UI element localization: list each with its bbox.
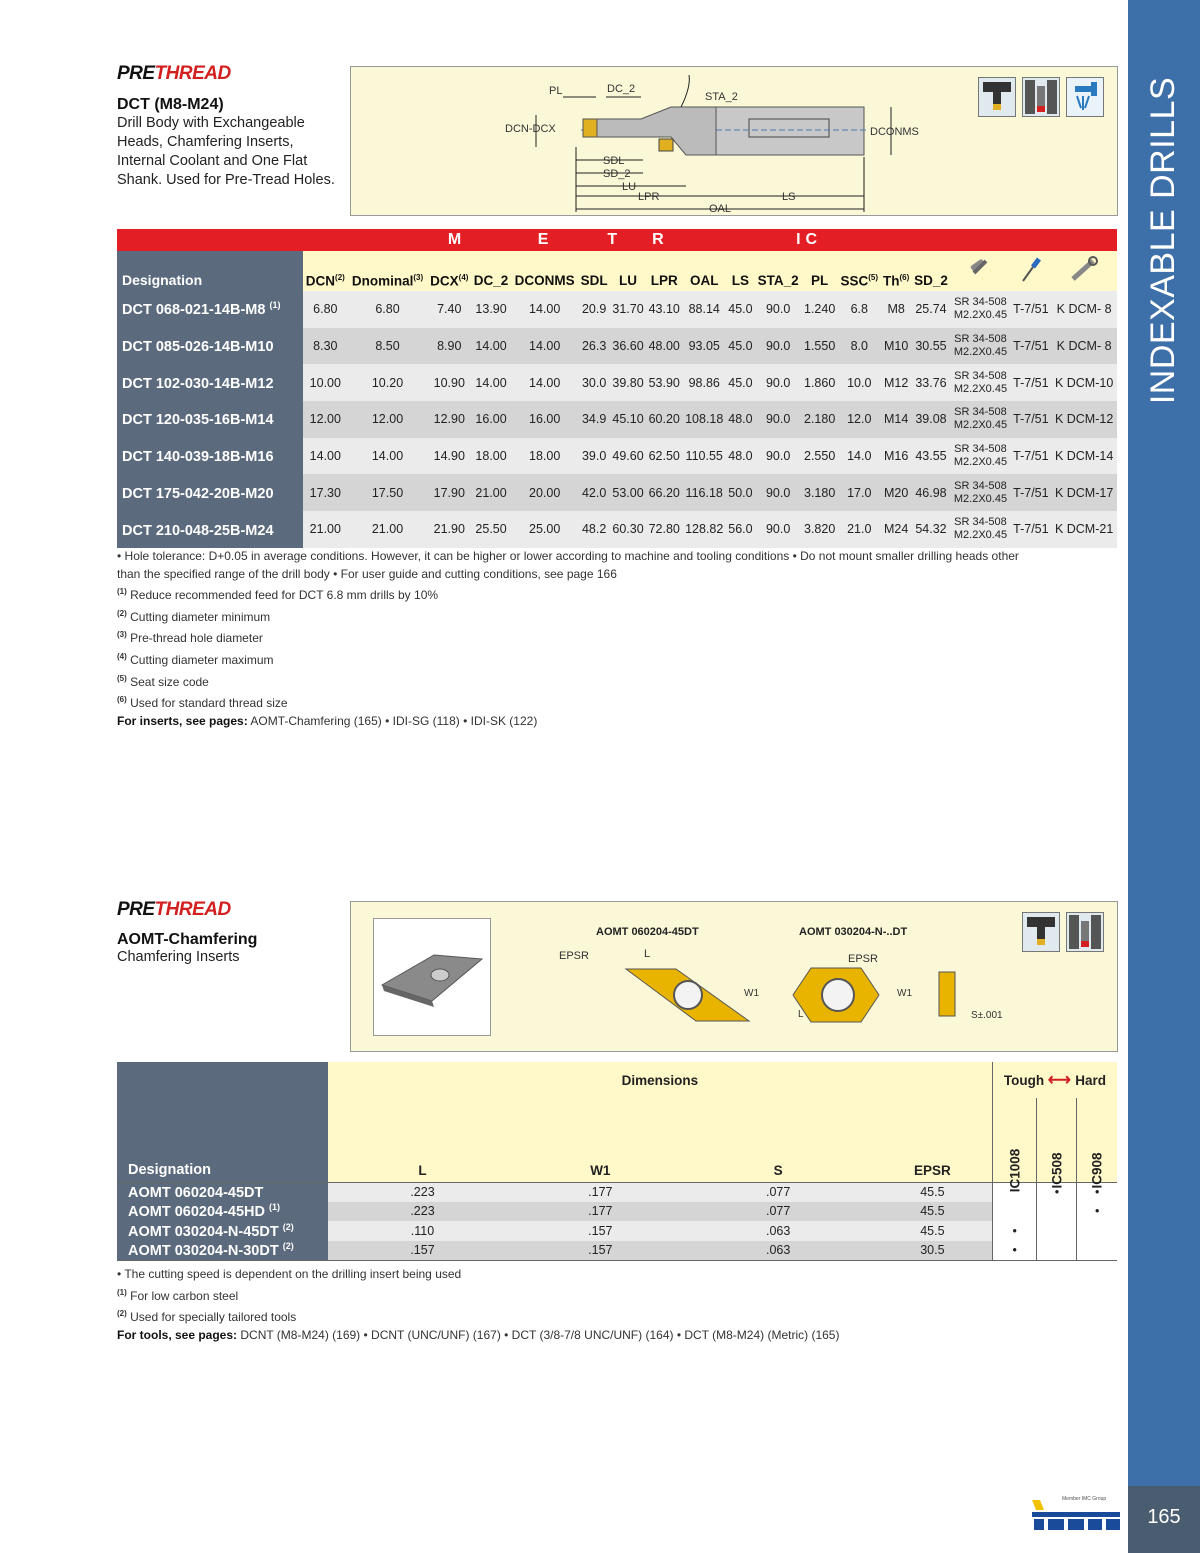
key-cell: T-7/51: [1011, 474, 1052, 511]
iscar-logo: [1030, 1496, 1122, 1532]
key-cell: T-7/51: [1011, 438, 1052, 475]
value-cell: 48.0: [726, 438, 755, 475]
value-cell: 108.18: [682, 401, 726, 438]
value-cell: 20.00: [511, 474, 578, 511]
value-cell: 14.00: [511, 291, 578, 328]
insert-drawings: [351, 902, 1117, 1051]
value-cell: 10.90: [427, 364, 471, 401]
value-cell: 1.240: [802, 291, 838, 328]
wrench-cell: K DCM-21: [1051, 511, 1117, 548]
value-cell: 31.70: [610, 291, 646, 328]
value-cell: 50.0: [726, 474, 755, 511]
value-cell: 17.90: [427, 474, 471, 511]
value-cell: 88.14: [682, 291, 726, 328]
value-cell: 90.0: [755, 511, 802, 548]
value-cell: 18.00: [511, 438, 578, 475]
key-cell: T-7/51: [1011, 291, 1052, 328]
svg-text:EPSR: EPSR: [848, 953, 878, 965]
value-cell: 25.50: [471, 511, 511, 548]
value-cell: 14.00: [471, 328, 511, 365]
value-cell: 90.0: [755, 401, 802, 438]
svg-text:S±.001: S±.001: [971, 1010, 1003, 1021]
wrench-cell: K DCM-14: [1051, 438, 1117, 475]
note-line: • Hole tolerance: D+0.05 in average conditions. However, it can be higher or lower according to machine and tooling conditions • Do not mount smaller drilling heads other: [117, 549, 1019, 563]
value-cell: 39.08: [912, 401, 951, 438]
svg-text:DCN-DCX: DCN-DCX: [505, 123, 556, 135]
value-cell: .063: [684, 1221, 873, 1241]
product-title: DCT (M8-M24): [117, 96, 224, 113]
screw-cell: SR 34-508 M2.2X0.45: [950, 438, 1010, 475]
value-cell: 17.30: [303, 474, 348, 511]
value-cell: .063: [684, 1241, 873, 1261]
value-cell: 25.00: [511, 511, 578, 548]
wrench-cell: K DCM-10: [1051, 364, 1117, 401]
logo-member-text: Member IMC Group: [1062, 1496, 1107, 1502]
grade-availability-cell: [1037, 1221, 1077, 1241]
designation-cell: AOMT 060204-45HD $^{(1)}$: [117, 1202, 328, 1222]
footnote: $^{(2)}$ Cutting diameter minimum: [117, 608, 271, 624]
designation-cell: DCT 085-026-14B-M10: [117, 328, 303, 365]
value-cell: M10: [881, 328, 912, 365]
value-cell: 3.180: [802, 474, 838, 511]
value-cell: 2.180: [802, 401, 838, 438]
value-cell: 8.0: [838, 328, 881, 365]
value-cell: 12.00: [303, 401, 348, 438]
value-cell: 42.0: [578, 474, 610, 511]
value-cell: 45.5: [873, 1221, 993, 1241]
value-cell: .157: [328, 1241, 517, 1261]
value-cell: 62.50: [646, 438, 682, 475]
value-cell: 18.00: [471, 438, 511, 475]
value-cell: 128.82: [682, 511, 726, 548]
designation-cell: AOMT 030204-N-30DT $^{(2)}$: [117, 1241, 328, 1261]
screwdriver-icon: [1011, 251, 1052, 291]
key-cell: T-7/51: [1011, 364, 1052, 401]
wrench-cell: K DCM- 8: [1051, 291, 1117, 328]
table2-column-header: L W1 S EPSR IC1008 IC508 IC908: [117, 1098, 1117, 1182]
value-cell: 7.40: [427, 291, 471, 328]
grade-availability-cell: •: [1077, 1202, 1117, 1222]
through-hole-icon: [1022, 77, 1060, 117]
svg-text:STA_2: STA_2: [705, 91, 738, 103]
key-cell: T-7/51: [1011, 511, 1052, 548]
grade-availability-cell: [1077, 1241, 1117, 1261]
value-cell: .177: [517, 1202, 683, 1222]
value-cell: 36.60: [610, 328, 646, 365]
value-cell: .110: [328, 1221, 517, 1241]
value-cell: 45.5: [873, 1202, 993, 1222]
value-cell: 10.20: [348, 364, 428, 401]
designation-cell: AOMT 030204-N-45DT $^{(2)}$: [117, 1221, 328, 1241]
screw-cell: SR 34-508 M2.2X0.45: [950, 474, 1010, 511]
designation-cell: DCT 120-035-16B-M14: [117, 401, 303, 438]
product-description-2: Chamfering Inserts: [117, 949, 240, 965]
grade-availability-cell: •: [1037, 1182, 1077, 1202]
screw-cell: SR 34-508 M2.2X0.45: [950, 511, 1010, 548]
page-number: 165: [1147, 1506, 1181, 1528]
value-cell: 14.90: [427, 438, 471, 475]
value-cell: 48.0: [726, 401, 755, 438]
value-cell: 21.00: [303, 511, 348, 548]
table2-top-header: Designation Dimensions Tough ⟷ Hard: [117, 1062, 1117, 1098]
value-cell: 21.0: [838, 511, 881, 548]
see-pages: For inserts, see pages: AOMT-Chamfering (165) • IDI-SG (118) • IDI-SK (122): [117, 713, 538, 728]
value-cell: .223: [328, 1202, 517, 1222]
value-cell: 60.20: [646, 401, 682, 438]
wrench-cell: K DCM-17: [1051, 474, 1117, 511]
table-row: [117, 1202, 1117, 1222]
value-cell: 1.550: [802, 328, 838, 365]
value-cell: 14.0: [838, 438, 881, 475]
value-cell: 90.0: [755, 291, 802, 328]
value-cell: 17.0: [838, 474, 881, 511]
designation-cell: DCT 102-030-14B-M12: [117, 364, 303, 401]
svg-text:DC_2: DC_2: [607, 83, 636, 95]
svg-text:OAL: OAL: [709, 203, 732, 215]
value-cell: 48.00: [646, 328, 682, 365]
value-cell: 45.0: [726, 328, 755, 365]
svg-text:LU: LU: [622, 181, 637, 193]
table-row: [117, 438, 1117, 475]
value-cell: 12.00: [348, 401, 428, 438]
value-cell: 13.90: [471, 291, 511, 328]
value-cell: 14.00: [348, 438, 428, 475]
value-cell: 30.5: [873, 1241, 993, 1261]
wrench-cell: K DCM- 8: [1051, 328, 1117, 365]
value-cell: 6.80: [348, 291, 428, 328]
value-cell: 45.0: [726, 364, 755, 401]
footnote: $^{(4)}$ Cutting diameter maximum: [117, 651, 274, 667]
svg-text:SDL: SDL: [603, 155, 625, 167]
key-cell: T-7/51: [1011, 328, 1052, 365]
aomt-insert-table: [117, 1062, 1117, 1261]
value-cell: 116.18: [682, 474, 726, 511]
value-cell: 34.9: [578, 401, 610, 438]
product-title-2: AOMT-Chamfering: [117, 931, 258, 948]
screw-icon: [950, 251, 1010, 291]
grade-availability-cell: •: [1077, 1182, 1117, 1202]
value-cell: 2.550: [802, 438, 838, 475]
drill-diagram: [350, 66, 1118, 216]
value-cell: M20: [881, 474, 912, 511]
screw-cell: SR 34-508 M2.2X0.45: [950, 291, 1010, 328]
svg-text:AOMT 030204-N-..DT: AOMT 030204-N-..DT: [799, 926, 908, 938]
value-cell: 8.30: [303, 328, 348, 365]
table-row: [117, 1241, 1117, 1261]
svg-text:L: L: [644, 948, 651, 960]
value-cell: 110.55: [682, 438, 726, 475]
value-cell: 56.0: [726, 511, 755, 548]
footnote: $^{(1)}$ For low carbon steel: [117, 1287, 239, 1303]
value-cell: 46.98: [912, 474, 951, 511]
through-hole-icon-2: [1066, 912, 1104, 952]
value-cell: 3.820: [802, 511, 838, 548]
value-cell: 14.00: [511, 364, 578, 401]
svg-text:DCONMS: DCONMS: [870, 126, 919, 138]
wrench-icon: [1051, 251, 1117, 291]
value-cell: 66.20: [646, 474, 682, 511]
value-cell: 48.2: [578, 511, 610, 548]
value-cell: 10.0: [838, 364, 881, 401]
notes-section-1: [117, 548, 1117, 730]
drilling-icon: [978, 77, 1016, 117]
grade-availability-cell: [1037, 1241, 1077, 1261]
designation-cell: DCT 175-042-20B-M20: [117, 474, 303, 511]
drilling-icon-2: [1022, 912, 1060, 952]
value-cell: 93.05: [682, 328, 726, 365]
grade-availability-cell: [1037, 1202, 1077, 1222]
value-cell: 98.86: [682, 364, 726, 401]
value-cell: 54.32: [912, 511, 951, 548]
table-row: [117, 401, 1117, 438]
value-cell: M24: [881, 511, 912, 548]
key-cell: T-7/51: [1011, 401, 1052, 438]
value-cell: 21.00: [471, 474, 511, 511]
table-row: [117, 474, 1117, 511]
value-cell: 53.00: [610, 474, 646, 511]
table-row: [117, 328, 1117, 365]
note-line: than the specified range of the drill body • For user guide and cutting conditions, see page 166: [117, 566, 617, 581]
svg-text:LS: LS: [782, 191, 796, 203]
prethread-logo: PRETHREAD: [117, 63, 231, 84]
value-cell: 90.0: [755, 474, 802, 511]
svg-text:LPR: LPR: [638, 191, 660, 203]
metric-banner: M E T R I C: [117, 229, 1117, 251]
screw-cell: SR 34-508 M2.2X0.45: [950, 401, 1010, 438]
footnote: $^{(6)}$ Used for standard thread size: [117, 695, 288, 711]
svg-text:W1: W1: [744, 988, 759, 999]
note-line: • The cutting speed is dependent on the drilling insert being used: [117, 1267, 462, 1281]
value-cell: 10.00: [303, 364, 348, 401]
value-cell: M12: [881, 364, 912, 401]
footnote: $^{(1)}$ Reduce recommended feed for DCT 6.8 mm drills by 10%: [117, 587, 439, 603]
screw-cell: SR 34-508 M2.2X0.45: [950, 328, 1010, 365]
value-cell: 45.0: [726, 291, 755, 328]
value-cell: 14.00: [303, 438, 348, 475]
value-cell: 90.0: [755, 328, 802, 365]
value-cell: 72.80: [646, 511, 682, 548]
table-row: [117, 511, 1117, 548]
product-description: Drill Body with Exchangeable Heads, Chamfering Inserts, Internal Coolant and One Flat Shank. Used for Pre-Tread Holes.: [117, 115, 335, 188]
value-cell: 26.3: [578, 328, 610, 365]
value-cell: .157: [517, 1221, 683, 1241]
value-cell: 14.00: [471, 364, 511, 401]
notes-section-2: [117, 1266, 1117, 1344]
value-cell: 8.90: [427, 328, 471, 365]
value-cell: 90.0: [755, 364, 802, 401]
prethread-logo-2: PRETHREAD: [117, 899, 231, 920]
grade-availability-cell: [992, 1202, 1037, 1222]
value-cell: .077: [684, 1202, 873, 1222]
value-cell: 14.00: [511, 328, 578, 365]
footnote: $^{(3)}$ Pre-thread hole diameter: [117, 630, 263, 646]
designation-cell: AOMT 060204-45DT: [117, 1182, 328, 1202]
svg-text:AOMT 060204-45DT: AOMT 060204-45DT: [596, 926, 699, 938]
coolant-icon: [1066, 77, 1104, 117]
value-cell: .077: [684, 1182, 873, 1202]
value-cell: 43.10: [646, 291, 682, 328]
value-cell: 1.860: [802, 364, 838, 401]
value-cell: 6.8: [838, 291, 881, 328]
value-cell: 6.80: [303, 291, 348, 328]
svg-text:L: L: [798, 1009, 804, 1020]
svg-text:W1: W1: [897, 988, 912, 999]
value-cell: .223: [328, 1182, 517, 1202]
wrench-cell: K DCM-12: [1051, 401, 1117, 438]
value-cell: 25.74: [912, 291, 951, 328]
svg-text:EPSR: EPSR: [559, 950, 589, 962]
value-cell: 39.80: [610, 364, 646, 401]
value-cell: 90.0: [755, 438, 802, 475]
table-row: [117, 291, 1117, 328]
sidebar-title: INDEXABLE DRILLS: [1144, 76, 1183, 404]
designation-cell: DCT 068-021-14B-M8 $^{(1)}$: [117, 291, 303, 328]
value-cell: 60.30: [610, 511, 646, 548]
grade-availability-cell: •: [992, 1241, 1037, 1261]
dct-metric-table: [117, 229, 1117, 548]
insert-diagram: [350, 901, 1118, 1052]
grade-availability-cell: •: [992, 1221, 1037, 1241]
value-cell: 21.00: [348, 511, 428, 548]
value-cell: 49.60: [610, 438, 646, 475]
value-cell: 39.0: [578, 438, 610, 475]
footnote: $^{(5)}$ Seat size code: [117, 673, 209, 689]
value-cell: 12.90: [427, 401, 471, 438]
grade-availability-cell: [1077, 1221, 1117, 1241]
table-row: [117, 1182, 1117, 1202]
value-cell: .177: [517, 1182, 683, 1202]
value-cell: M14: [881, 401, 912, 438]
value-cell: 45.5: [873, 1182, 993, 1202]
designation-cell: DCT 140-039-18B-M16: [117, 438, 303, 475]
value-cell: 45.10: [610, 401, 646, 438]
value-cell: 17.50: [348, 474, 428, 511]
designation-cell: DCT 210-048-25B-M24: [117, 511, 303, 548]
value-cell: .157: [517, 1241, 683, 1261]
value-cell: 12.0: [838, 401, 881, 438]
value-cell: 8.50: [348, 328, 428, 365]
table-row: [117, 1221, 1117, 1241]
screw-cell: SR 34-508 M2.2X0.45: [950, 364, 1010, 401]
value-cell: 33.76: [912, 364, 951, 401]
table-row: [117, 364, 1117, 401]
value-cell: 16.00: [471, 401, 511, 438]
value-cell: M8: [881, 291, 912, 328]
value-cell: 20.9: [578, 291, 610, 328]
svg-text:PL: PL: [549, 85, 563, 97]
svg-text:SD_2: SD_2: [603, 168, 631, 180]
value-cell: 21.90: [427, 511, 471, 548]
value-cell: 43.55: [912, 438, 951, 475]
footnote: $^{(2)}$ Used for specially tailored tools: [117, 1309, 297, 1325]
value-cell: 30.55: [912, 328, 951, 365]
see-pages: For tools, see pages: DCNT (M8-M24) (169) • DCNT (UNC/UNF) (167) • DCT (3/8-7/8 UNC/UNF) (164) • DCT (M8-M24) (Metric) (165): [117, 1327, 840, 1342]
table-header: Designation DCN$^{(2)}$ Dnominal$^{(3)}$ DCX$^{(4)}$ DC_2 DCONMS SDL LU LPR OAL LS STA_2 PL SSC$^{(5)}$ Th$^{(6)}$ SD_2: [117, 251, 1117, 291]
value-cell: 53.90: [646, 364, 682, 401]
value-cell: 16.00: [511, 401, 578, 438]
value-cell: M16: [881, 438, 912, 475]
value-cell: 30.0: [578, 364, 610, 401]
